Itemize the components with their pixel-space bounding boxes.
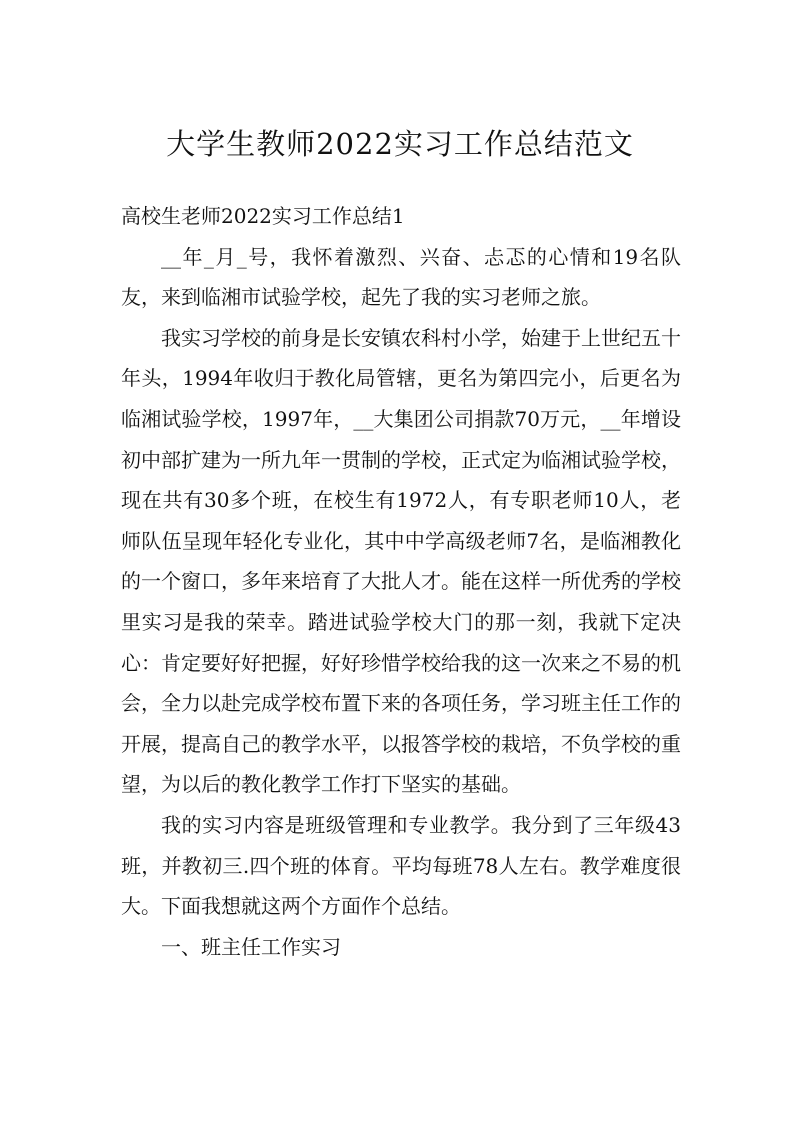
paragraph-internship-content: 我的实习内容是班级管理和专业教学。我分到了三年级43班，并教初三.四个班的体育。平均每班78人左右。教学难度很大。下面我想就这两个方面作个总结。	[121, 812, 681, 919]
document-title: 大学生教师2022实习工作总结范文	[166, 127, 634, 161]
paragraph-school-history: 我实习学校的前身是长安镇农科村小学，始建于上世纪五十年头，1994年收归于教化局管辖，更名为第四完小，后更名为临湘试验学校，1997年，__大集团公司捐款70万元，__年增设初中部扩建为一所九年一贯制的学校，正式定为临湘试验学校，现在共有30多个班，在校生有1972人，有专职老师10人，老师队伍呈现年轻化专业化，其中中学高级老师7名，是临湘教化的一个窗口，多年来培育了大批人才。能在这样一所优秀的学校里实习是我的荣幸。踏进试验学校大门的那一刻，我就下定决心：肯定要好好把握，好好珍惜学校给我的这一次来之不易的机会，全力以赴完成学校布置下来的各项任务，学习班主任工作的开展，提高自己的教学水平，以报答学校的栽培，不负学校的重望，为以后的教化教学工作打下坚实的基础。	[121, 325, 681, 797]
section-heading-class-teacher: 一、班主任工作实习	[161, 934, 341, 959]
document-body	[121, 196, 681, 967]
paragraph-intro: __年_月_号，我怀着激烈、兴奋、忐忑的心情和19名队友，来到临湘市试验学校，起先了我的实习老师之旅。	[121, 244, 681, 310]
section-subtitle: 高校生老师2022实习工作总结1	[121, 204, 405, 228]
